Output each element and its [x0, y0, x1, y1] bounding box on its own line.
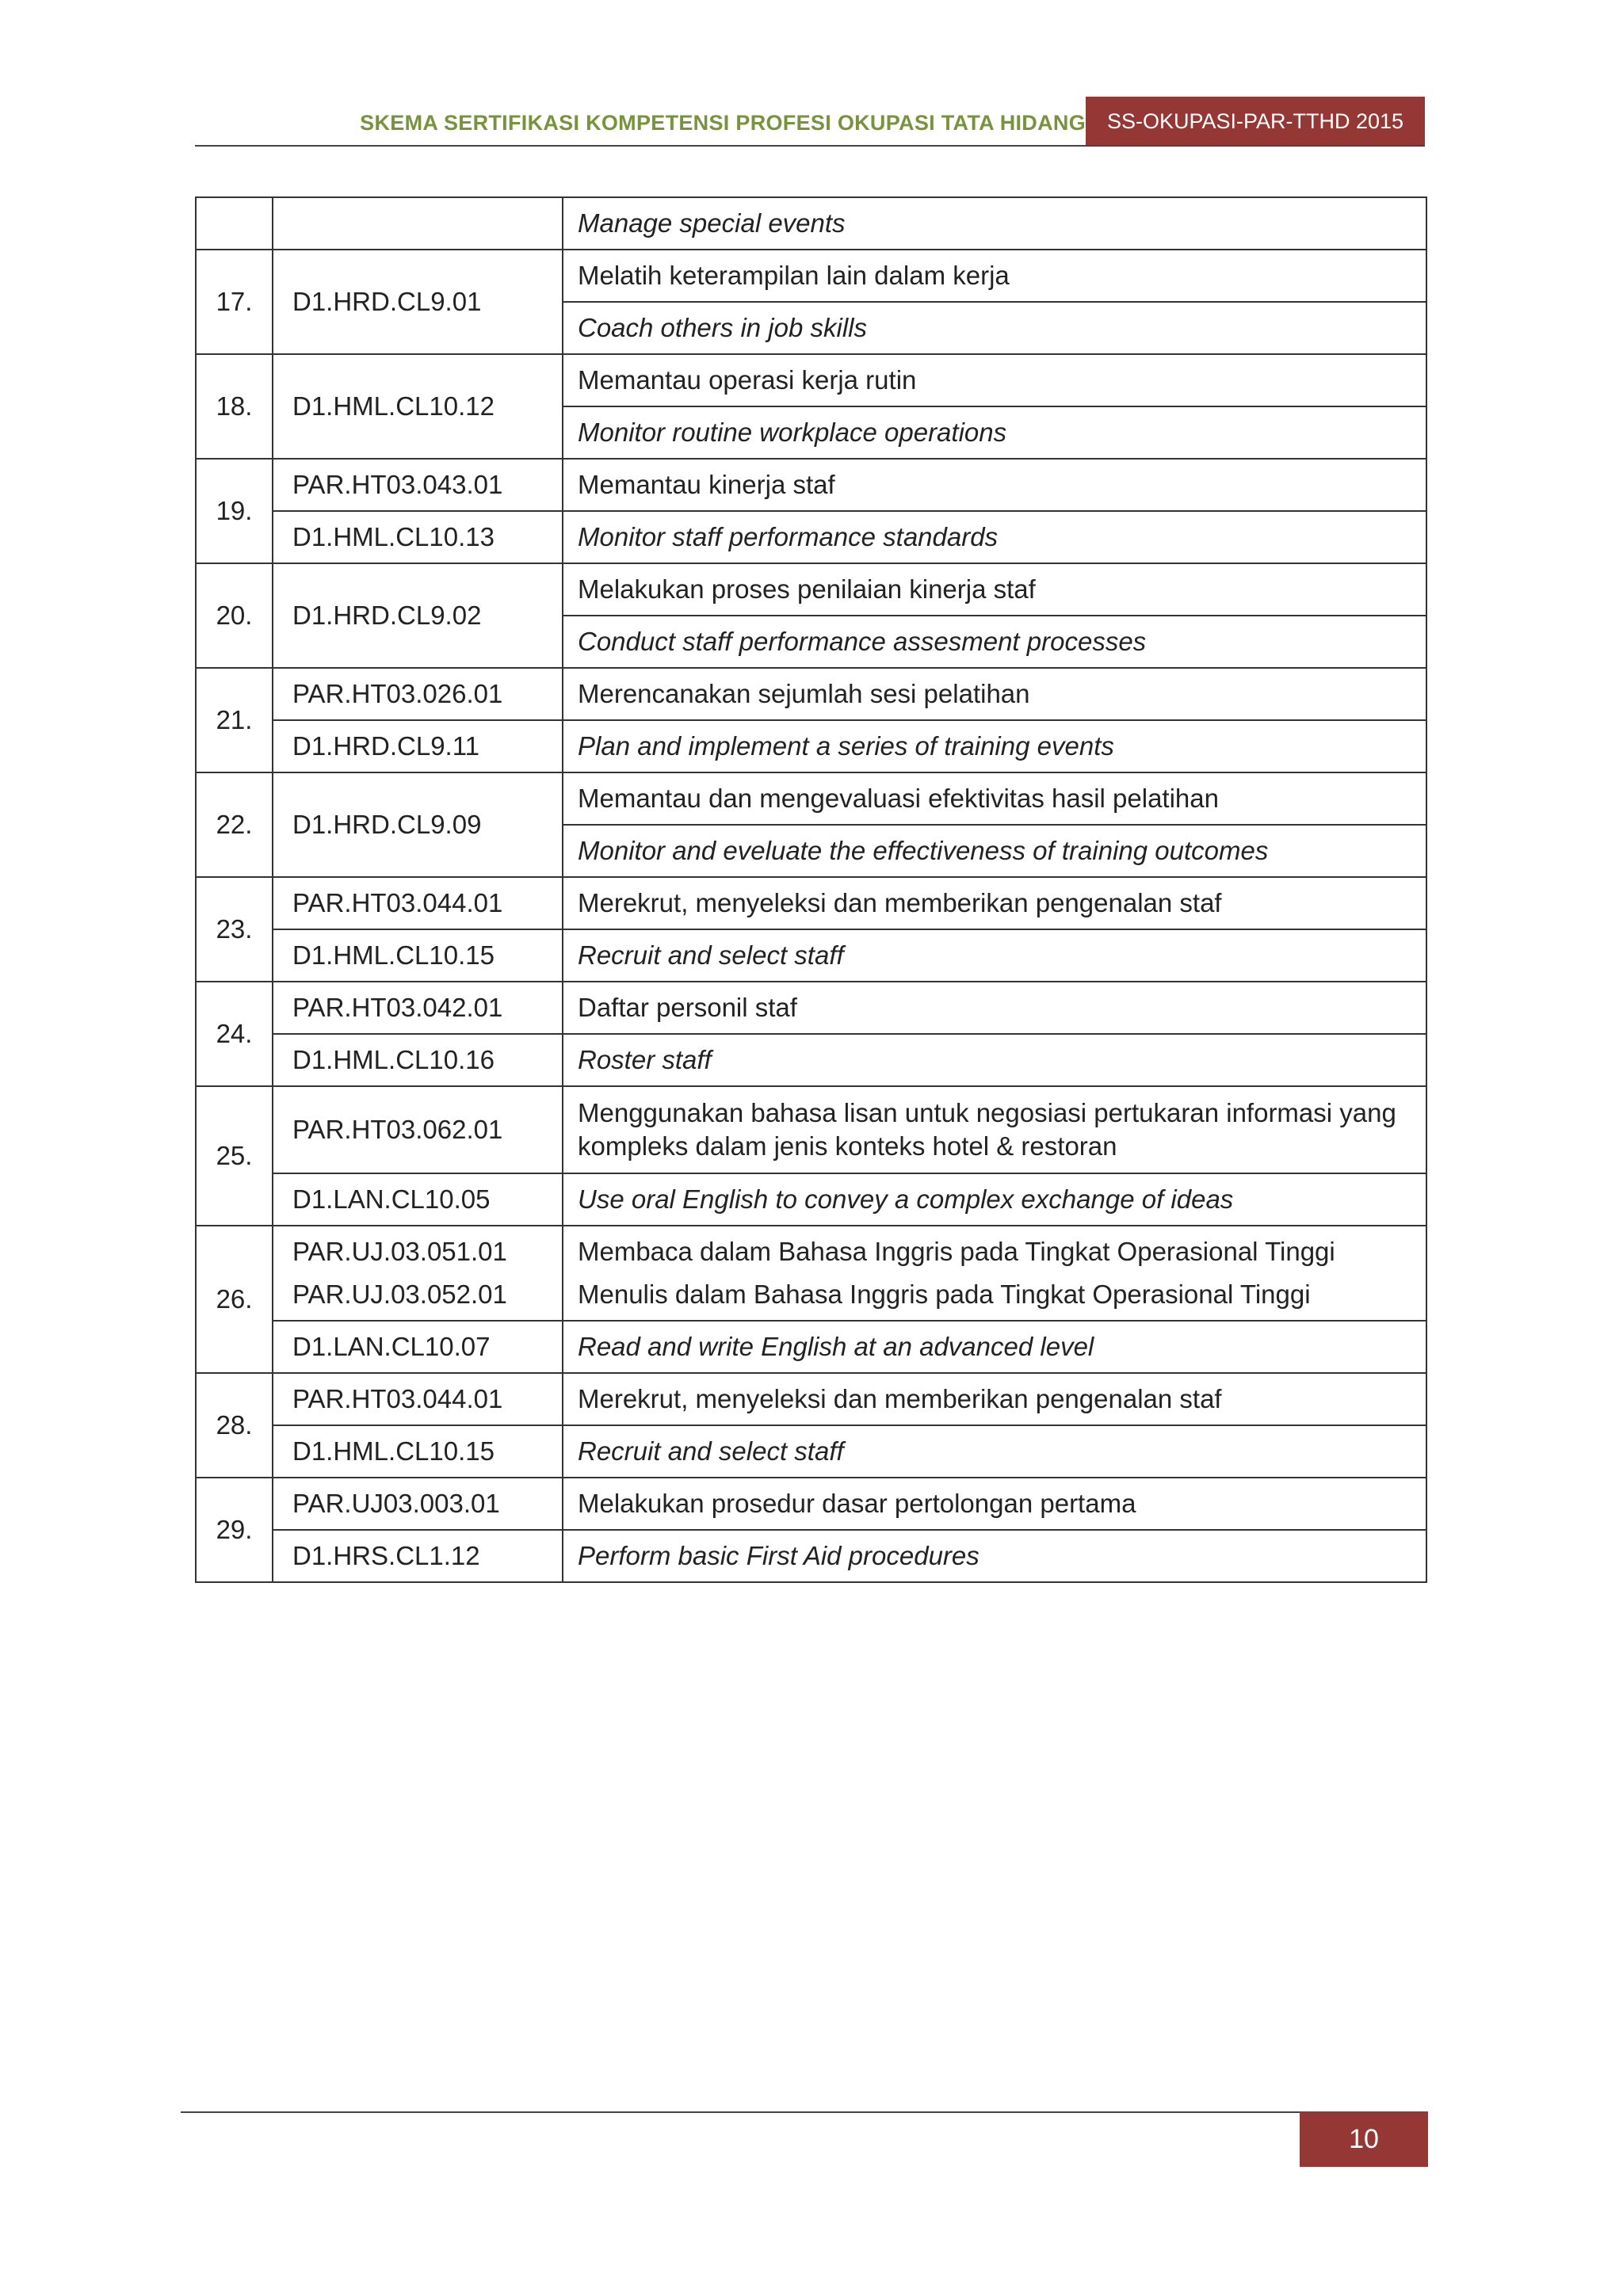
table-row [196, 511, 1426, 563]
table-row [196, 563, 1426, 616]
unit-code-cell [273, 197, 563, 250]
table-row [196, 250, 1426, 302]
row-number: 24. [196, 982, 273, 1086]
table-row [196, 1086, 1426, 1173]
unit-code: D1.HML.CL10.13 [273, 511, 563, 563]
table-row [196, 1478, 1426, 1530]
unit-title-en: Monitor staff performance standards [563, 511, 1426, 563]
table-row [196, 1226, 1426, 1321]
footer-divider [181, 2111, 1300, 2113]
unit-code: D1.HML.CL10.15 [273, 929, 563, 982]
row-number: 25. [196, 1086, 273, 1226]
par-code: PAR.HT03.044.01 [273, 1373, 563, 1425]
par-code: PAR.HT03.062.01 [273, 1086, 563, 1173]
unit-code: D1.HRS.CL1.12 [273, 1530, 563, 1582]
unit-title-id: Melatih keterampilan lain dalam kerja [563, 250, 1426, 302]
unit-title-en: Monitor and eveluate the effectiveness of training outcomes [563, 825, 1426, 877]
unit-title-id-line: Menulis dalam Bahasa Inggris pada Tingkat Operasional Tinggi [578, 1280, 1311, 1309]
table-row [196, 1173, 1426, 1226]
unit-title-id [563, 1226, 1426, 1321]
table-row [196, 982, 1426, 1034]
row-number: 19. [196, 459, 273, 563]
unit-title-id: Melakukan prosedur dasar pertolongan pertama [563, 1478, 1426, 1530]
table-row [196, 1373, 1426, 1425]
par-code [273, 1226, 563, 1321]
row-number: 17. [196, 250, 273, 354]
unit-code: D1.LAN.CL10.07 [273, 1321, 563, 1373]
table-row [196, 1034, 1426, 1086]
table-row [196, 1321, 1426, 1373]
unit-title-id-line: Menggunakan bahasa lisan untuk negosiasi pertukaran informasi yang [578, 1098, 1396, 1127]
row-number: 18. [196, 354, 273, 459]
row-number: 29. [196, 1478, 273, 1582]
unit-title-id: Merekrut, menyeleksi dan memberikan pengenalan staf [563, 877, 1426, 929]
par-code-line: PAR.UJ.03.052.01 [292, 1280, 507, 1309]
table-row [196, 720, 1426, 772]
table-row [196, 354, 1426, 406]
row-number-cell [196, 197, 273, 250]
unit-title-id-line: kompleks dalam jenis konteks hotel & restoran [578, 1131, 1117, 1161]
page-number: 10 [1300, 2111, 1428, 2167]
table-row [196, 1530, 1426, 1582]
row-number: 20. [196, 563, 273, 668]
header-code-badge: SS-OKUPASI-PAR-TTHD 2015 [1086, 97, 1425, 146]
unit-title-id-line: Membaca dalam Bahasa Inggris pada Tingkat Operasional Tinggi [578, 1237, 1335, 1266]
unit-title-en: Perform basic First Aid procedures [563, 1530, 1426, 1582]
table-row [196, 1425, 1426, 1478]
unit-title-id [563, 1086, 1426, 1173]
unit-code: D1.HML.CL10.15 [273, 1425, 563, 1478]
row-number: 28. [196, 1373, 273, 1478]
table-row [196, 877, 1426, 929]
unit-title-en: Use oral English to convey a complex exchange of ideas [563, 1173, 1426, 1226]
header-title: SKEMA SERTIFIKASI KOMPETENSI PROFESI OKUPASI TATA HIDANG [360, 111, 1086, 135]
par-code: PAR.HT03.026.01 [273, 668, 563, 720]
unit-code: D1.LAN.CL10.05 [273, 1173, 563, 1226]
unit-title-id: Memantau operasi kerja rutin [563, 354, 1426, 406]
par-code: PAR.HT03.044.01 [273, 877, 563, 929]
unit-title-id: Merencanakan sejumlah sesi pelatihan [563, 668, 1426, 720]
unit-title-en: Manage special events [563, 197, 1426, 250]
row-number: 21. [196, 668, 273, 772]
unit-title-id: Memantau dan mengevaluasi efektivitas hasil pelatihan [563, 772, 1426, 825]
unit-title-id: Merekrut, menyeleksi dan memberikan pengenalan staf [563, 1373, 1426, 1425]
par-code: PAR.HT03.043.01 [273, 459, 563, 511]
unit-title-en: Conduct staff performance assesment processes [563, 616, 1426, 668]
par-code: PAR.UJ03.003.01 [273, 1478, 563, 1530]
unit-code: D1.HRD.CL9.02 [273, 563, 563, 668]
unit-code: D1.HRD.CL9.11 [273, 720, 563, 772]
header-divider [195, 145, 1425, 147]
competency-table [195, 196, 1427, 1583]
row-number: 26. [196, 1226, 273, 1373]
unit-title-en: Recruit and select staff [563, 1425, 1426, 1478]
row-number: 22. [196, 772, 273, 877]
row-number: 23. [196, 877, 273, 982]
unit-title-id: Daftar personil staf [563, 982, 1426, 1034]
unit-title-id: Memantau kinerja staf [563, 459, 1426, 511]
unit-code: D1.HML.CL10.12 [273, 354, 563, 459]
unit-title-en: Monitor routine workplace operations [563, 406, 1426, 459]
table-row [196, 197, 1426, 250]
par-code: PAR.HT03.042.01 [273, 982, 563, 1034]
unit-code: D1.HML.CL10.16 [273, 1034, 563, 1086]
table-row [196, 668, 1426, 720]
unit-title-en: Recruit and select staff [563, 929, 1426, 982]
unit-title-id: Melakukan proses penilaian kinerja staf [563, 563, 1426, 616]
unit-code: D1.HRD.CL9.01 [273, 250, 563, 354]
unit-title-en: Read and write English at an advanced level [563, 1321, 1426, 1373]
table-row [196, 772, 1426, 825]
page-header [195, 97, 1425, 146]
unit-code: D1.HRD.CL9.09 [273, 772, 563, 877]
par-code-line: PAR.UJ.03.051.01 [292, 1237, 507, 1266]
unit-title-en: Roster staff [563, 1034, 1426, 1086]
table-row [196, 929, 1426, 982]
table-row [196, 459, 1426, 511]
unit-title-en: Coach others in job skills [563, 302, 1426, 354]
unit-title-en: Plan and implement a series of training events [563, 720, 1426, 772]
